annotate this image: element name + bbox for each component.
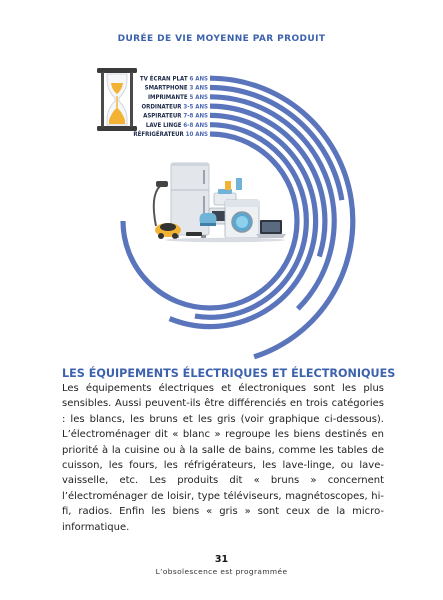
section-heading: LES ÉQUIPEMENTS ÉLECTRIQUES ET ÉLECTRONIQUES — [62, 367, 396, 380]
arc-label-2 — [148, 94, 208, 101]
arc-category-0: TV ÉCRAN PLAT — [139, 75, 190, 83]
arc-value-label-2: 5 ANS — [189, 94, 208, 101]
page-number: 31 — [214, 554, 229, 565]
chart-title: DURÉE DE VIE MOYENNE PAR PRODUIT — [117, 34, 326, 44]
chart-labels — [133, 73, 208, 138]
arc-value-label-0: 6 ANS — [189, 75, 208, 83]
arc-label-6 — [133, 129, 208, 138]
arc-label-3 — [142, 103, 209, 110]
running-footer: L’obsolescence est programmée — [155, 567, 288, 576]
body-paragraph: Les équipements électriques et électroniques sont les plus sensibles. Aussi peuvent-ils être différenciés en trois catégories : les blancs, les bruns et les gris (voir graphique ci-dessous). L’électroménager dit « blanc » regroupe les biens destinés en priorité à la cuisine ou à la salle de bains, comme les tables de cuisson, les fours, les réfrigérateurs, les lave-linge, ou lave-vaisselle, etc. Les produits dit « bruns » concernent l’électroménager de loisir, type téléviseurs, magnétoscopes, hi-fi, radios. Enfin les biens « gris » sont ceux de la micro-informatique. — [62, 383, 384, 533]
arc-value-label-6: 10 ANS — [185, 131, 208, 139]
arc-value-label-3: 3-5 ANS — [183, 103, 208, 111]
arc-category-3: ORDINATEUR — [141, 103, 184, 111]
arc-value-label-4: 7-8 ANS — [183, 112, 208, 120]
arc-category-4: ASPIRATEUR — [143, 112, 184, 120]
arc-value-label-1: 3 ANS — [189, 84, 208, 92]
arc-category-2: IMPRIMANTE — [148, 94, 190, 101]
arc-category-1: SMARTPHONE — [144, 84, 190, 92]
arc-label-1 — [145, 85, 208, 92]
appliances-illustration — [154, 163, 286, 242]
hourglass-icon — [97, 68, 137, 131]
arc-label-5 — [146, 122, 208, 129]
arc-label-4 — [143, 113, 208, 120]
arc-category-5: LAVE LINGE — [145, 121, 184, 129]
arc-value-label-5: 6-8 ANS — [183, 121, 208, 129]
arc-label-0 — [140, 73, 208, 82]
arc-category-6: RÉFRIGÉRATEUR — [133, 131, 186, 139]
